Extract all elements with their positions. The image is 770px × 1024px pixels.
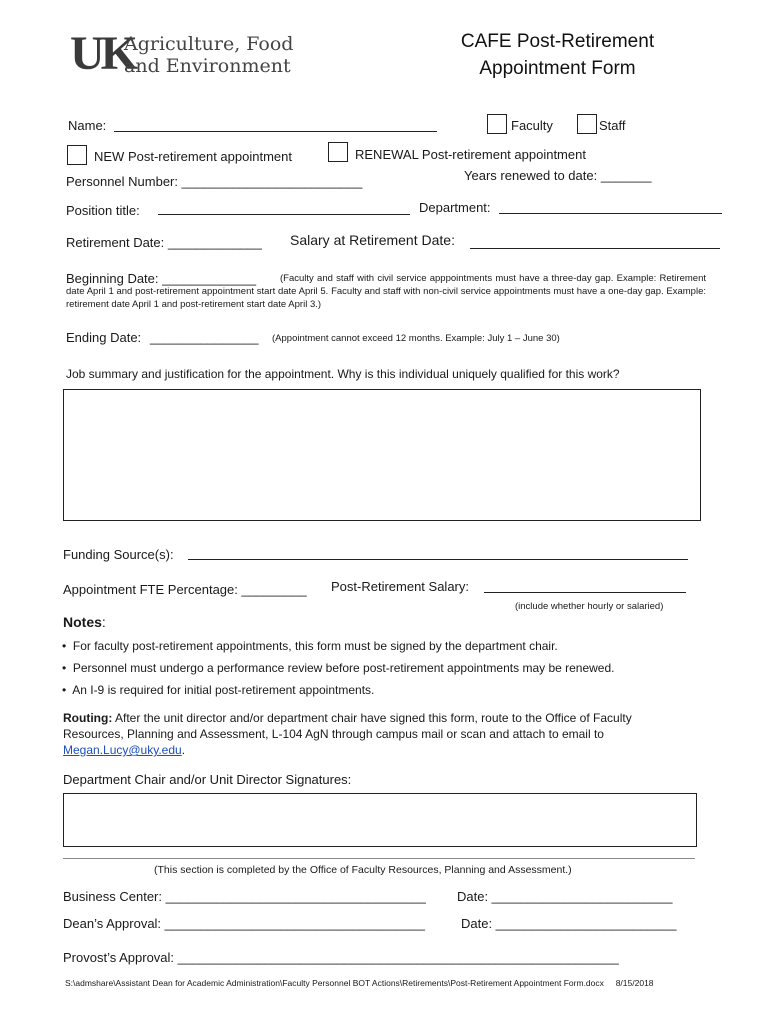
name-label: Name: [68,118,107,133]
note-bullet: • [62,683,67,697]
faculty-label: Faculty [511,118,553,133]
renewal-appointment-label: RENEWAL Post-retirement appointment [355,147,586,162]
routing-label: Routing: [63,711,113,725]
office-section-note: (This section is completed by the Office of Faculty Resources, Planning and Assessment.) [154,864,572,876]
deans-approval-date-field[interactable]: Date: _________________________ [461,916,677,931]
renewal-appointment-checkbox[interactable] [328,142,348,162]
position-title-input[interactable] [158,214,410,215]
note-text: Personnel must undergo a performance review before post-retirement appointments may be renewed. [72,661,615,675]
beginning-date-field[interactable]: Beginning Date: _____________ [66,271,257,286]
funding-source-input[interactable] [188,559,688,560]
routing-text-2: Resources, Planning and Assessment, L-104 AgN through campus mail or scan and attach to email to [63,727,604,741]
staff-checkbox[interactable] [577,114,597,134]
routing-period: . [181,743,186,757]
ending-date-note: (Appointment cannot exceed 12 months. Example: July 1 – June 30) [272,333,560,344]
ending-date-input[interactable]: _______________ [150,330,259,345]
salary-at-retirement-input[interactable] [470,248,720,249]
footer-path: S:\admshare\Assistant Dean for Academic Administration\Faculty Personnel BOT Actions\Retirements\Post-Retirement Appointment Form.docx [65,978,604,988]
routing-paragraph [63,710,713,758]
signatures-box[interactable] [63,793,697,847]
salary-at-retirement-label: Salary at Retirement Date: [290,232,455,248]
faculty-checkbox[interactable] [487,114,507,134]
business-center-field[interactable]: Business Center: ____________________________________ [63,889,426,904]
notes-heading [63,614,106,630]
years-renewed-field[interactable]: Years renewed to date: _______ [464,168,652,183]
notes-heading-colon: : [101,614,106,630]
personnel-number-field[interactable]: Personnel Number: _________________________ [66,174,363,189]
footer-date: 8/15/2018 [615,978,654,988]
beginning-date-note [66,272,706,311]
note-text: For faculty post-retirement appointments, this form must be signed by the department chair. [72,639,558,653]
form-title [440,28,675,82]
note-item [62,639,558,653]
note-bullet: • [62,661,67,675]
business-center-date-field[interactable]: Date: _________________________ [457,889,673,904]
footer [65,978,654,988]
logo-line-2: and Environment [124,55,291,77]
job-summary-label: Job summary and justification for the appointment. Why is this individual uniquely qualified for this work? [66,367,620,381]
new-appointment-checkbox[interactable] [67,145,87,165]
staff-label: Staff [599,118,626,133]
deans-approval-field[interactable]: Dean’s Approval: ____________________________________ [63,916,425,931]
signatures-label: Department Chair and/or Unit Director Signatures: [63,772,352,787]
form-title-line-2: Appointment Form [479,58,636,79]
routing-email-link[interactable]: Megan.Lucy@uky.edu [63,743,182,757]
notes-heading-text: Notes [63,614,102,630]
form-title-line-1: CAFE Post-Retirement [460,31,655,52]
provosts-approval-field[interactable]: Provost’s Approval: _____________________________________________________________ [63,950,619,965]
new-appointment-label: NEW Post-retirement appointment [94,149,292,164]
logo-line-1: Agriculture, Food [124,33,294,55]
note-text: An I-9 is required for initial post-retirement appointments. [72,683,375,697]
note-item [62,683,374,697]
uk-logo [70,27,300,80]
salary-type-note: (include whether hourly or salaried) [515,601,664,612]
routing-text-1: After the unit director and/or department chair have signed this form, route to the Office of Faculty [112,711,632,725]
uk-logo-mark: UK [70,27,134,80]
beginning-date-note-text: (Faculty and staff with civil service apppointments must have a three-day gap. Example: Retirement date April 1 and post-retirement appointment start date April 5. Faculty and staff with non-civil service appointments must have a one-day gap. Example: retirement date April 1 and post-retirement start date April 3.) [66,273,706,310]
post-retirement-salary-label: Post-Retirement Salary: [331,579,469,594]
note-item [62,661,615,675]
note-bullet: • [62,639,67,653]
job-summary-textarea[interactable] [63,389,701,521]
post-retirement-salary-input[interactable] [484,592,686,593]
department-label: Department: [419,200,491,215]
ending-date-label: Ending Date: [66,330,142,345]
position-title-label: Position title: [66,203,140,218]
office-section-divider [63,858,695,859]
name-input[interactable] [114,131,437,132]
funding-source-label: Funding Source(s): [63,547,174,562]
retirement-date-field[interactable]: Retirement Date: _____________ [66,235,262,250]
fte-percentage-field[interactable]: Appointment FTE Percentage: _________ [63,582,307,597]
department-input[interactable] [499,213,722,214]
